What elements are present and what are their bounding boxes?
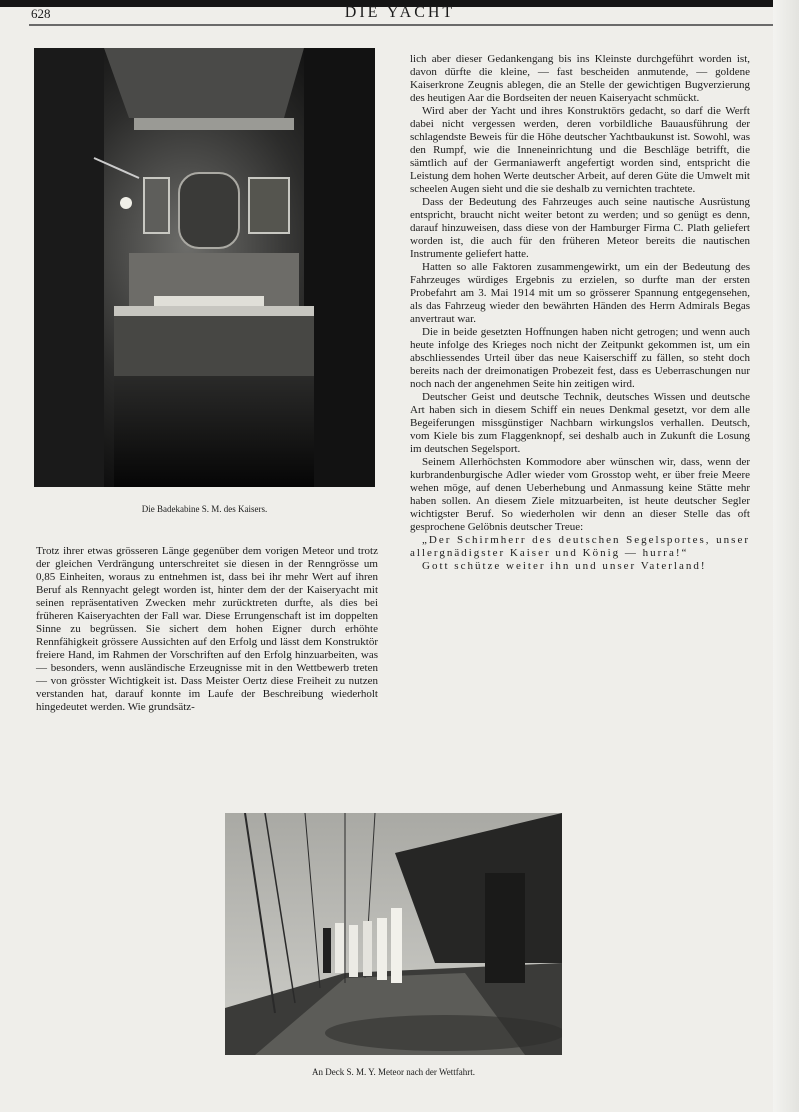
paragraph: Hatten so alle Faktoren zusammengewirkt, um ein der Bedeutung des Fahrzeuges würdiges Ergebnis zu erzielen, so durfte man der ersten Probefahrt am 3. Mai 1914 mit um so grösserer Spannung entgegensehen, als das Fahrzeug wieder den bewährten Händen des Herrn Admirals Begas anvertraut war. xyxy=(410,261,750,325)
bath-cabin-photo xyxy=(34,48,375,487)
paragraph: Die in beide gesetzten Hoffnungen haben nicht getrogen; und wenn auch heute infolge des Krieges noch nicht der Zeitpunkt gekommen ist, um ein abschliessendes Urteil über das neue Kaiserschiff zu fällen, so steht doch bereits nach der dreimonatigen Probezeit fest, dass es Ueberraschungen nur noch nach der angenehmen Seite hin zeitigen wird. xyxy=(410,326,750,390)
bath-cabin-illustration xyxy=(34,48,375,487)
scan-right-edge xyxy=(773,0,799,1112)
article-left-column xyxy=(36,545,378,714)
paragraph: lich aber dieser Gedankengang bis ins Kleinste durchgeführt worden ist, davon dürfte die kleine, — fast bescheiden anmutende, — goldene Kaiserkrone Zeugnis ablegen, die an Stelle der gewichtigen Bugverzierung des heutigen Aar die Bordseiten der neuen Kaiseryacht schmückt. xyxy=(410,53,750,104)
paragraph: Deutscher Geist und deutsche Technik, deutsches Wissen und deutsche Art haben sich in diesem Schiff ein neues Denkmal gesetzt, vor dem alle Begeiferungen missgünstiger Nachbarn wirkungslos verhallen. Deutsch, vom Kiele bis zum Flaggenknopf, sei deshalb auch in Zukunft die Losung im deutschen Segelsport. xyxy=(410,391,750,455)
paragraph: Wird aber der Yacht und ihres Konstruktörs gedacht, so darf die Werft dabei nicht vergessen werden, deren vorbildliche Bauausführung der schlagendste Beweis für die Höhe deutscher Yachtbaukunst ist. Sowohl, was den Rumpf, wie die Inneneinrichtung und die Beschläge betrifft, die sämtlich auf der Germaniawerft angefertigt worden sind, entspricht die Leistung dem hohen Werte deutscher Arbeit, auf deren Güte die Umwelt mit scheelen Augen sieht und die sie deshalb zu vernichten trachtete. xyxy=(410,105,750,195)
deck-photo xyxy=(225,813,562,1055)
paragraph: Trotz ihrer etwas grösseren Länge gegenüber dem vorigen Meteor und trotz der gleichen Verdrängung unterschreitet sie diesen in der Renngrösse um 0,85 Einheiten, woraus zu entnehmen ist, dass bei ihr mehr Wert auf ihren Beruf als Rennyacht gelegt worden ist, hinter dem der der Kaiseryacht mit seinen repräsentativen Zwecken mehr zurücktreten durfte, als dies bei früheren Kaiseryachten der Fall war. Diese Errungenschaft ist im doppelten Sinne zu begrüssen. Sie sichert dem hohen Eigner durch erhöhte Rennfähigkeit grössere Aussichten auf den Erfolg und lässt dem Konstruktör freiere Hand, im Rahmen der Vorschriften auf den Erfolg hinzuarbeiten, was — besonders, wenn ausländische Erzeugnisse mit in den Wettbewerb treten — von grösster Wichtigkeit ist. Dass Meister Oertz diese Freiheit zu nutzen verstanden hat, darauf konnte im Laufe der Beschreibung wiederholt hingedeutet werden. Wie grundsätz- xyxy=(36,545,378,713)
paragraph: Seinem Allerhöchsten Kommodore aber wünschen wir, dass, wenn der kurbrandenburgische Adler wieder vom Grosstop weht, er über freie Meere wehen möge, auf denen Ueberhebung und Anmassung keine Stätte mehr haben sollen. An diesem Ziele mitzuarbeiten, ist heute deutscher Segler wichtigster Beruf. So wiederholen wir denn an dieser Stelle das oft gesprochene Gelöbnis deutscher Treue: xyxy=(410,456,750,533)
header-rule xyxy=(29,24,773,26)
deck-caption: An Deck S. M. Y. Meteor nach der Wettfahrt. xyxy=(311,1067,476,1077)
closing-blessing: Gott schütze weiter ihn und unser Vaterland! xyxy=(422,560,707,572)
journal-title: DIE YACHT xyxy=(344,4,456,21)
article-right-column xyxy=(410,53,750,573)
paragraph: Dass der Bedeutung des Fahrzeuges auch seine nautische Ausrüstung entspricht, braucht nicht weiter betont zu werden; und so genügt es denn, darauf hinzuweisen, dass diese von der Hamburger Firma C. Plath geliefert worden ist, die auch für den früheren Meteor bereits die nautischen Instrumente geliefert hatte. xyxy=(410,196,750,260)
page-number: 628 xyxy=(31,6,51,21)
closing-cheer: „Der Schirmherr des deutschen Segelsportes, unser allergnädigster Kaiser und König — hurra!“ xyxy=(410,534,750,559)
deck-illustration xyxy=(225,813,562,1055)
bath-cabin-caption: Die Badekabine S. M. des Kaisers. xyxy=(141,504,268,514)
